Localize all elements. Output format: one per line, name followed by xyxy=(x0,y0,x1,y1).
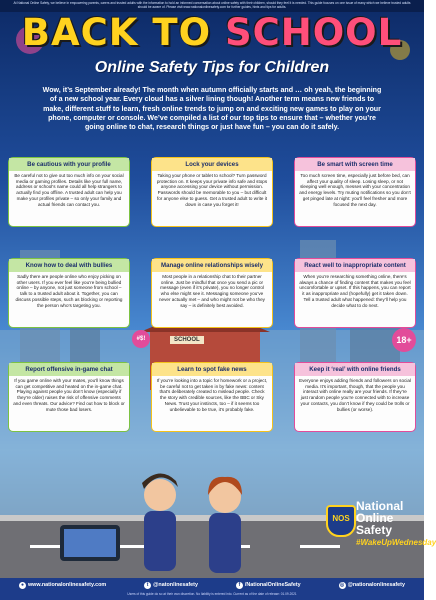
instagram-icon: ◎ xyxy=(339,581,345,588)
brand-line-3: Safety xyxy=(356,523,393,537)
intro-paragraph: Wow, it’s September already! The month when autumn officially starts and … oh yeah, the beginning of a new school year. Every cloud has a silver lining though! Another term means new friends to make, different stuff to learn, fresh online trends to jump on and exciting new games to play on your phone, computer or console. We’ve compiled a list of our top tips to ensure that – whether you’re going online to chat, research things or just have fun – you can do it safely. xyxy=(42,86,382,132)
tip-body: Too much screen time, especially just before bed, can affect your quality of sleep. Losing sleep, or not sleeping well enough, messes with your concentration and energy levels. Try muting notifications so you don’t get pinged late at night: you’ll feel fresher and more focused the next day. xyxy=(299,173,411,207)
twitter-text: @natonlinesafety xyxy=(153,582,198,588)
tip-card-online-friends xyxy=(294,362,416,432)
school-sign: SCHOOL xyxy=(170,336,204,344)
tip-card-fake-news xyxy=(151,362,273,432)
tip-card-lock-devices xyxy=(151,157,273,227)
top-disclaimer: At National Online Safety, we believe in empowering parents, carers and trusted adults with the information to hold an informed conversation about online safety with their children, should they feel it is needed. This guide focuses on one issue of many which we believe trusted adults should be aware of. Please visit www.nationalonlinesafety.com for further guides, hints and tips for adults. xyxy=(0,0,424,12)
twitter-link[interactable] xyxy=(144,582,198,589)
tip-heading: Report offensive in-game chat xyxy=(9,363,129,376)
facebook-text: /NationalOnlineSafety xyxy=(244,582,301,588)
tip-body: If you game online with your mates, you’ll know things can get competitive and heated on the in-game chat. Playing against people you don’t know (especially if they’re older) raises the risk of offensive comments and even threats. Our advice? Find out how to block or mute those bad losers. xyxy=(13,378,125,412)
subtitle: Online Safety Tips for Children xyxy=(94,59,330,76)
twitter-icon: t xyxy=(144,582,151,589)
tip-card-profile xyxy=(8,157,130,227)
tip-card-relationships xyxy=(151,258,273,328)
tip-body: If you’re looking into a topic for homework or a project, be careful not to get taken in by fake news: content that’s deliberately created to mislead people. Check the story with credible sources, like the BBC or Sky News. Trust your instincts, too – if it seems too unbelievable to be true, it’s probably fake. xyxy=(156,378,268,412)
tip-heading: Be smart with screen time xyxy=(295,158,415,171)
tip-card-in-game-chat xyxy=(8,362,130,432)
tip-body: Sadly there are people online who enjoy picking on other users. If you ever feel like you’re being bullied online – by anyone, not just someone from school – talk to a trusted adult about it. Together, you can discuss possible steps, such as blocking or reporting the person who’s targeting you. xyxy=(15,274,123,308)
instagram-text: @nationalonlinesafety xyxy=(347,582,405,588)
tip-body: Most people in a relationship chat to their partner online. Just be mindful that once you send a pic or message (even if it’s private), you no longer control who else might see it. Messaging someone you’ve never actually met – and who might not be who they say – is definitely best avoided. xyxy=(159,274,265,308)
tip-card-inappropriate-content xyxy=(294,258,416,328)
footer xyxy=(0,578,424,600)
tip-body: When you’re researching something online, there’s always a chance of finding content that makes you feel uncomfortable or upset. If this happens, you can report it as inappropriate and (hopefully) get it taken down. Tell a trusted adult what happened: they’ll help you decide what to do next. xyxy=(299,274,411,308)
tip-body: Taking your phone or tablet to school? Turn password protection on. It keeps your private info safe and stops anyone accessing your device without permission. Passwords should be memorable to you – but difficult for anyone else to guess. Get a trusted adult to write it down in case you forget it! xyxy=(156,173,268,207)
brand-line-1: National xyxy=(356,499,404,513)
tip-body: Be careful not to give out too much info on your social media or gaming profiles. Details like your full name, address or school’s name could all help strangers to actually find you offline. A trusted adult can help you make your profiles private – so only your family and actual friends can contact you. xyxy=(14,173,124,207)
footer-links xyxy=(0,578,424,592)
title-part-1: BACK TO xyxy=(21,11,212,54)
brand-line-2: Online xyxy=(356,511,394,525)
age-badge: 18+ xyxy=(392,328,416,352)
nos-badge: NOS xyxy=(326,505,356,537)
main-title xyxy=(0,12,424,54)
tip-card-bullies xyxy=(8,258,130,328)
tip-heading: Lock your devices xyxy=(152,158,272,171)
tip-heading: React well to inappropriate content xyxy=(295,259,415,272)
brand-logo xyxy=(356,499,436,547)
title-part-2: SCHOOL xyxy=(224,11,403,54)
brand-hashtag: #WakeUpWednesday xyxy=(356,538,436,547)
tip-heading: Learn to spot fake news xyxy=(152,363,272,376)
tip-body: Everyone enjoys adding friends and followers on social media. It’s important, though, that the people you interact with online really are your friends. If they’re just random people you’re connected with to increase your contacts, you don’t know if they could be trolls or bullies (or worse). xyxy=(299,378,411,412)
website-text: www.nationalonlinesafety.com xyxy=(27,582,107,588)
hashtag-sticker: #$! xyxy=(132,330,150,348)
facebook-icon: f xyxy=(236,582,243,589)
tip-card-screen-time xyxy=(294,157,416,227)
tip-heading: Know how to deal with bullies xyxy=(9,259,129,272)
tip-heading: Keep it ‘real’ with online friends xyxy=(295,363,415,376)
facebook-link[interactable] xyxy=(236,582,301,589)
footer-fine-print: Users of this guide do so at their own discretion. No liability is entered into. Current as of the date of release: 01.09.2021 xyxy=(127,592,297,596)
tip-heading: Be cautious with your profile xyxy=(9,158,129,171)
tip-heading: Manage online relationships wisely xyxy=(152,259,272,272)
globe-icon: ● xyxy=(20,581,24,588)
website-link[interactable] xyxy=(19,582,106,589)
instagram-link[interactable] xyxy=(339,582,405,589)
